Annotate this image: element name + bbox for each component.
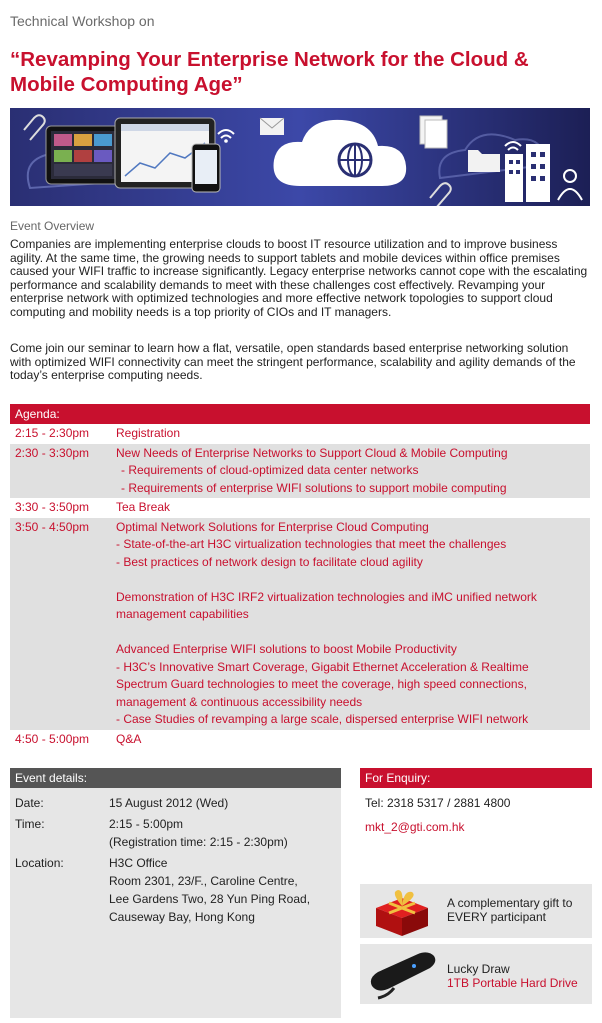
gift-line: EVERY participant <box>447 910 546 924</box>
agenda-row <box>10 730 590 750</box>
agenda-desc <box>116 519 590 729</box>
registration-time: (Registration time: 2:15 - 2:30pm) <box>109 835 288 849</box>
location-line: H3C Office <box>109 856 168 870</box>
overview-paragraph-2: Come join our seminar to learn how a flat, versatile, open standards based enterprise networking solution with optimized WIFI connectivity can meet the stringent performance, scalability and agility demands of the today’s enterprise computing needs. <box>10 341 576 383</box>
agenda-subitem: - Requirements of enterprise WIFI solutions to support mobile computing <box>121 480 507 495</box>
enquiry-heading: For Enquiry: <box>360 768 592 788</box>
detail-row-location <box>10 854 341 926</box>
email-link[interactable]: mkt_2@gti.com.hk <box>365 820 465 834</box>
lucky-draw-text <box>447 962 578 990</box>
detail-row-time <box>10 815 341 851</box>
agenda-desc: Q&A <box>116 731 142 746</box>
detail-value <box>109 815 341 851</box>
agenda-time: 2:15 - 2:30pm <box>15 426 90 440</box>
agenda-time: 2:30 - 3:30pm <box>15 445 90 460</box>
event-details-panel <box>10 768 341 1018</box>
agenda-time: 4:50 - 5:00pm <box>15 731 90 746</box>
pre-title: Technical Workshop on <box>10 13 155 29</box>
agenda-item: Optimal Network Solutions for Enterprise Cloud Computing <box>116 519 429 534</box>
event-details-heading: Event details: <box>10 768 341 788</box>
location-line: Causeway Bay, Hong Kong <box>109 910 255 924</box>
location-line: Lee Gardens Two, 28 Yun Ping Road, <box>109 892 311 906</box>
lucky-draw-box <box>360 944 592 1004</box>
enquiry-panel <box>360 768 592 1018</box>
agenda-time: 3:30 - 3:50pm <box>15 500 90 514</box>
agenda-row <box>10 518 590 730</box>
detail-label: Date: <box>15 796 44 810</box>
lucky-draw-label: Lucky Draw <box>447 962 510 976</box>
location-line: Room 2301, 23/F., Caroline Centre, <box>109 874 298 888</box>
agenda-subitem: - Best practices of network design to facilitate cloud agility <box>116 554 423 569</box>
agenda-desc: Tea Break <box>116 500 171 514</box>
document-icon <box>420 116 447 148</box>
agenda-item: Advanced Enterprise WIFI solutions to boost Mobile Productivity <box>116 642 457 656</box>
banner-illustration <box>10 108 590 206</box>
detail-row-date <box>10 794 341 812</box>
agenda-subitem: - H3C’s Innovative Smart Coverage, Gigabit Ethernet Acceleration & Realtime <box>116 659 529 674</box>
prize-label: 1TB Portable Hard Drive <box>447 976 578 990</box>
title-line-1: “Revamping Your Enterprise Network for the Cloud & <box>10 48 529 71</box>
agenda-subitem: - State-of-the-art H3C virtualization technologies that meet the challenges <box>116 537 507 551</box>
detail-label: Time: <box>15 817 45 831</box>
page-title <box>10 47 595 97</box>
cloud-devices-illustration <box>10 108 590 206</box>
detail-value <box>109 854 341 926</box>
agenda-time: 3:50 - 4:50pm <box>15 519 90 534</box>
envelope-icon <box>260 118 284 135</box>
gift-line: A complementary gift to <box>447 896 573 910</box>
agenda-item: Demonstration of H3C IRF2 virtualization technologies and iMC unified network <box>116 589 537 604</box>
time-value: 2:15 - 5:00pm <box>109 817 184 831</box>
detail-value: 15 August 2012 (Wed) <box>109 796 229 810</box>
overview-heading: Event Overview <box>10 219 95 233</box>
gift-icon <box>366 884 436 938</box>
agenda-heading: Agenda: <box>10 404 590 424</box>
agenda-subitem: management & continuous accessibility needs <box>116 694 363 709</box>
agenda-desc <box>116 445 590 498</box>
agenda-subitem: - Requirements of cloud-optimized data center networks <box>121 463 419 477</box>
agenda-subitem: - Case Studies of revamping a large scale, dispersed enterprise WIFI network <box>116 712 529 726</box>
tablet-icon <box>46 126 121 184</box>
agenda-row <box>10 498 590 518</box>
agenda-section <box>10 404 590 749</box>
overview-paragraph-1: Companies are implementing enterprise clouds to boost IT resource utilization and to improve business agility. At the same time, the growing needs to support tablets and mobile devices within office premises caused your WIFI traffic to increase significantly. Legacy enterprise networks cannot cope with the escalating performance and scalability demands to meet with these challenges cost effectively. Revamping your enterprise network with optimized technologies and more effective network topologies to support cloud computing and mobility needs is a top priority of CIOs and IT managers. <box>10 237 588 319</box>
title-line-2: Mobile Computing Age” <box>10 73 243 96</box>
detail-label: Location: <box>15 856 64 870</box>
gift-text <box>447 896 572 924</box>
agenda-subitem: Spectrum Guard technologies to meet the coverage, high speed connections, <box>116 677 527 691</box>
agenda-desc: Registration <box>116 426 181 440</box>
agenda-item: New Needs of Enterprise Networks to Support Cloud & Mobile Computing <box>116 445 508 460</box>
smartphone-icon <box>192 144 220 192</box>
agenda-row <box>10 444 590 499</box>
telephone-text: Tel: 2318 5317 / 2881 4800 <box>365 796 511 810</box>
hard-drive-icon <box>364 944 444 1004</box>
gift-box <box>360 884 592 938</box>
agenda-row <box>10 424 590 444</box>
agenda-item: management capabilities <box>116 607 249 621</box>
